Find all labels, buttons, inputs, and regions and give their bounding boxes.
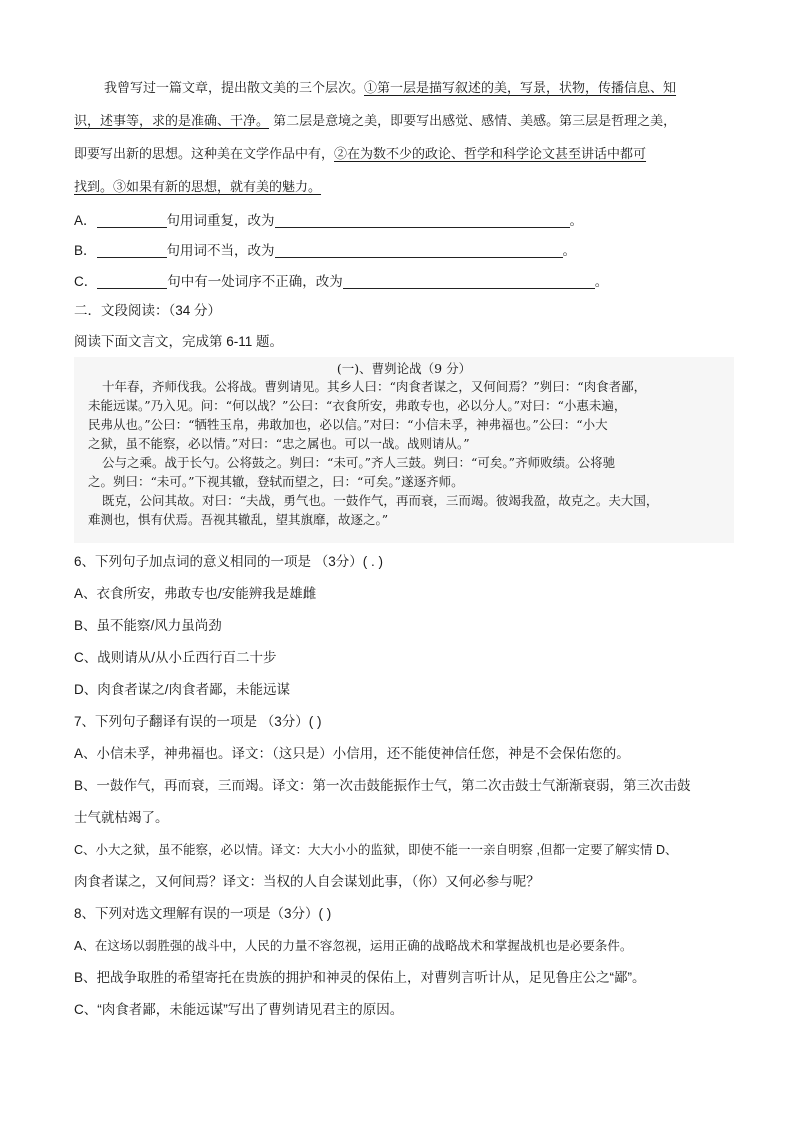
- task-b: [74, 242, 576, 260]
- task-c-end: 。: [594, 274, 609, 289]
- question-8-option-b: B、把战争取胜的希望寄托在贵族的拥护和神灵的保佑上，对曹刿言听计从，足见鲁庄公之“鄙”。: [74, 970, 646, 985]
- passage-title: (一)、曹刿论战（9 分）: [336, 361, 472, 376]
- intro-line-4: [74, 179, 321, 197]
- passage-line: 既克，公问其故。对曰：“夫战，勇气也。一鼓作气，再而衰，三而竭。彼竭我盈，故克之。夫大国，: [102, 493, 659, 508]
- task-b-blank-2[interactable]: [275, 243, 563, 258]
- task-a: [74, 212, 583, 230]
- question-8-stem: 8、下列对选文理解有误的一项是（3分）( ): [74, 906, 332, 921]
- question-7-option-a: A、小信未孚，神弗福也。译文：（这只是）小信用，还不能使神信任您，神是不会保佑您的。: [74, 746, 630, 761]
- task-a-label: A．: [74, 213, 97, 228]
- question-7-option-b-cont: 士气就枯竭了。: [74, 810, 169, 825]
- task-c-blank-1[interactable]: [97, 274, 167, 289]
- passage-line: 之狱，虽不能察，必以情。”对曰：“忠之属也。可以一战。战则请从。”: [88, 436, 470, 451]
- question-6-stem: 6、下列句子加点词的意义相同的一项是 （3分）( . ): [74, 554, 384, 569]
- intro-underlined-sentence-3: 找到。③如果有新的思想，就有美的魅力。: [74, 180, 322, 195]
- question-7-option-c: C、小大之狱，虽不能察，必以情。译文：大大小小的监狱，即使不能一一亲自明察 ,但都一定要了解实情 D、: [74, 843, 678, 857]
- question-8-option-a: A、在这场以弱胜强的战斗中，人民的力量不容忽视，运用正确的战略战术和掌握战机也是必要条件。: [74, 939, 633, 953]
- intro-line-2: [74, 113, 676, 131]
- task-c-label: C．: [74, 274, 98, 289]
- question-6-option-a: A、衣食所安，弗敢专也/安能辨我是雄雌: [74, 586, 317, 601]
- passage-line: 未能远谋。”乃入见。问：“何以战？”公曰：“衣食所安，弗敢专也，必以分人。”对曰：“小惠未遍，: [88, 398, 627, 413]
- task-b-label: B．: [74, 243, 97, 258]
- task-b-blank-1[interactable]: [97, 243, 167, 258]
- passage-line: 民弗从也。”公曰：“牺牲玉帛，弗敢加也，必以信。”对曰：“小信未孚，神弗福也。”公曰：“小大: [88, 417, 608, 432]
- task-c-blank-2[interactable]: [343, 274, 595, 289]
- section-2-heading: 二．文段阅读：（34 分）: [74, 303, 222, 318]
- intro-line-3: [74, 146, 646, 164]
- task-a-blank-1[interactable]: [97, 213, 167, 228]
- passage-line: 之。刿曰：“未可。”下视其辙，登轼而望之，曰：“可矣。”遂逐齐师。: [88, 474, 464, 489]
- passage-line: 十年春，齐师伐我。公将战。曹刿请见。其乡人曰：“肉食者谋之，又何间焉？”刿曰：“肉食者鄙，: [102, 379, 647, 394]
- intro-text: 第二层是意境之美，即要写出感觉、感情、美感。第三层是哲理之美，: [269, 114, 677, 129]
- question-6-option-c: C、战则请从/从小丘西行百二十步: [74, 650, 277, 665]
- passage-line: 难测也，惧有伏焉。吾视其辙乱，望其旗靡，故逐之。”: [88, 512, 389, 527]
- intro-underlined-sentence-1-cont: 识，述事等，求的是准确、干净。: [74, 114, 270, 129]
- task-c: [74, 273, 608, 291]
- passage-line: 公与之乘。战于长勺。公将鼓之。刿曰：“未可。”齐人三鼓。刿曰：“可矣。”齐师败绩。公将驰: [102, 455, 616, 470]
- question-6-option-d: D、肉食者谋之/肉食者鄙，未能远谋: [74, 682, 290, 697]
- section-2-instruction: 阅读下面文言文，完成第 6-11 题。: [74, 334, 284, 349]
- question-7-option-d: 肉食者谋之，又何间焉？译文：当权的人自会谋划此事，（你）又何必参与呢？: [74, 874, 540, 889]
- intro-text: 即要写出新的思想。这种美在文学作品中有，: [74, 147, 335, 162]
- question-7-option-b: B、一鼓作气，再而衰，三而竭。译文：第一次击鼓能振作士气，第二次击鼓士气渐渐衰弱，第三次击鼓: [74, 778, 691, 793]
- task-a-end: 。: [569, 213, 584, 228]
- question-6-option-b: B、虽不能察/风力虽尚劲: [74, 618, 222, 633]
- intro-text: 我曾写过一篇文章，提出散文美的三个层次。: [104, 81, 365, 96]
- question-8-option-c: C、“肉食者鄙，未能远谋”写出了曹刿请见君主的原因。: [74, 1002, 404, 1017]
- intro-underlined-sentence-2: ②在为数不少的政论、哲学和科学论文甚至讲话中都可: [334, 147, 647, 162]
- question-7-stem: 7、下列句子翻译有误的一项是 （3分）( ): [74, 714, 322, 729]
- task-a-blank-2[interactable]: [275, 213, 570, 228]
- task-c-text: 句中有一处词序不正确，改为: [167, 274, 343, 289]
- task-b-text: 句用词不当，改为: [166, 243, 275, 258]
- intro-underlined-sentence-1: ①第一层是描写叙述的美，写景，状物，传播信息、知: [364, 81, 677, 96]
- intro-line-1: [104, 80, 676, 98]
- passage-box: [74, 357, 734, 543]
- task-a-text: 句用词重复，改为: [166, 213, 275, 228]
- task-b-end: 。: [562, 243, 577, 258]
